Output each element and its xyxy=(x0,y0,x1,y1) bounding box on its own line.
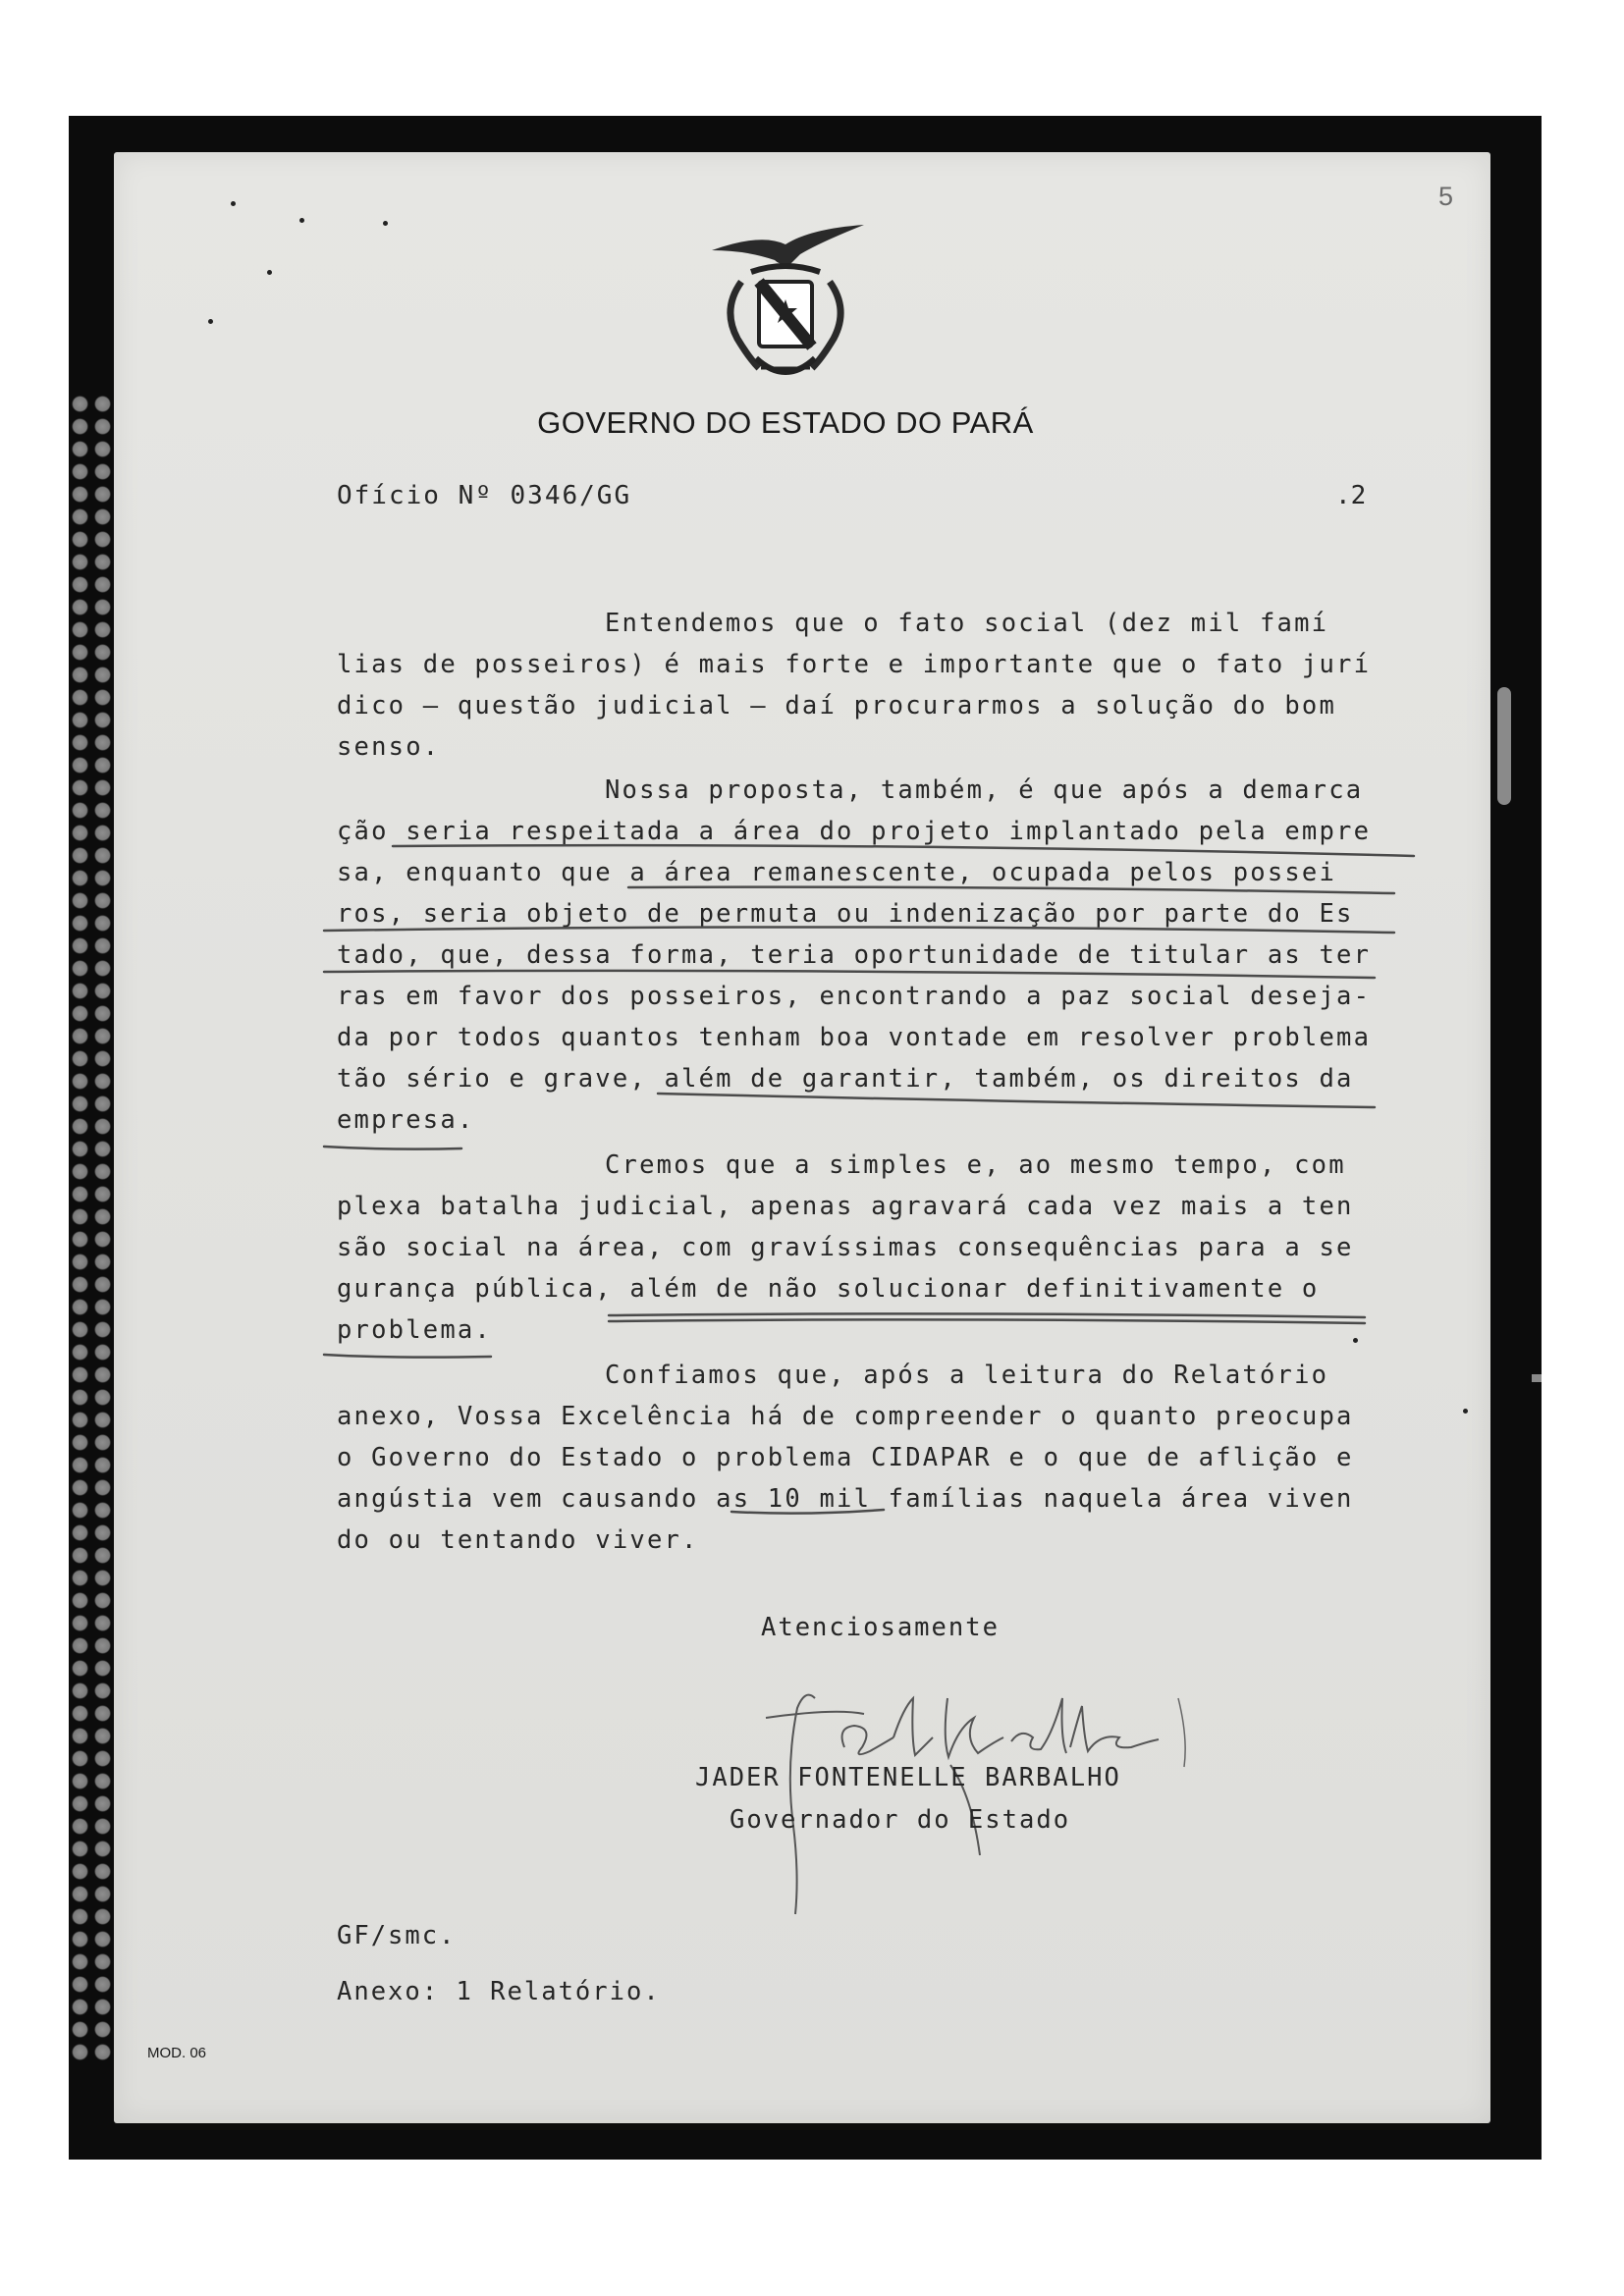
text-line: Cremos que a simples e, ao mesmo tempo, com xyxy=(605,1150,1346,1180)
text-line: Confiamos que, após a leitura do Relatório xyxy=(605,1361,1329,1390)
text-line: tão sério e grave, além de garantir, também, os direitos da xyxy=(337,1064,1354,1094)
text-line: ros, seria objeto de permuta ou indenização por parte do Es xyxy=(337,899,1354,929)
text-line: dico — questão judicial — daí procurarmos a solução do bom xyxy=(337,691,1337,721)
text-line: da por todos quantos tenham boa vontade em resolver problema xyxy=(337,1023,1372,1052)
underline-mark xyxy=(393,845,1414,856)
attachment-note: Anexo: 1 Relatório. xyxy=(337,1977,661,2006)
underline-mark xyxy=(324,1147,461,1149)
text-line: problema. xyxy=(337,1315,492,1345)
text-line: ção seria respeitada a área do projeto implantado pela empre xyxy=(337,817,1372,846)
text-line: sa, enquanto que a área remanescente, ocupada pelos possei xyxy=(337,858,1337,887)
text-line: gurança pública, além de não solucionar definitivamente o xyxy=(337,1274,1320,1304)
page-number: 5 xyxy=(1438,182,1454,211)
underline-mark xyxy=(324,1355,491,1358)
underline-mark xyxy=(731,1510,884,1514)
underline-mark xyxy=(324,971,1375,978)
form-code: MOD. 06 xyxy=(147,2045,207,2061)
text-line: do ou tentando viver. xyxy=(337,1525,699,1555)
text-line: anexo, Vossa Excelência há de compreender o quanto preocupa xyxy=(337,1402,1354,1431)
underline-mark xyxy=(609,1313,1365,1317)
text-line: empresa. xyxy=(337,1105,475,1135)
underline-mark xyxy=(628,887,1394,893)
text-line: tado, que, dessa forma, teria oportunidade de titular as ter xyxy=(337,940,1372,970)
letterhead-title: GOVERNO DO ESTADO DO PARÁ xyxy=(537,405,1034,440)
document-reference: Ofício Nº 0346/GG xyxy=(337,481,632,510)
text-line: plexa batalha judicial, apenas agravará cada vez mais a ten xyxy=(337,1192,1354,1221)
text-line: ras em favor dos posseiros, encontrando a paz social deseja- xyxy=(337,982,1372,1011)
closing-salutation: Atenciosamente xyxy=(761,1613,1000,1642)
underline-mark xyxy=(324,927,1394,933)
author-initials: GF/smc. xyxy=(337,1921,457,1950)
text-line: Nossa proposta, também, é que após a demarca xyxy=(605,775,1364,805)
text-line: são social na área, com gravíssimas consequências para a se xyxy=(337,1233,1354,1262)
underline-mark xyxy=(658,1094,1375,1107)
signer-title: Governador do Estado xyxy=(730,1805,1071,1835)
text-line: angústia vem causando as 10 mil famílias naquela área viven xyxy=(337,1484,1354,1514)
text-line: lias de posseiros) é mais forte e importante que o fato jurí xyxy=(337,650,1372,679)
underline-mark xyxy=(609,1319,1365,1323)
reference-page: .2 xyxy=(1335,481,1367,510)
text-line: o Governo do Estado o problema CIDAPAR e o que de aflição e xyxy=(337,1443,1354,1472)
signer-name: JADER FONTENELLE BARBALHO xyxy=(695,1763,1121,1792)
text-line: Entendemos que o fato social (dez mil famí xyxy=(605,609,1329,638)
text-line: senso. xyxy=(337,732,441,762)
